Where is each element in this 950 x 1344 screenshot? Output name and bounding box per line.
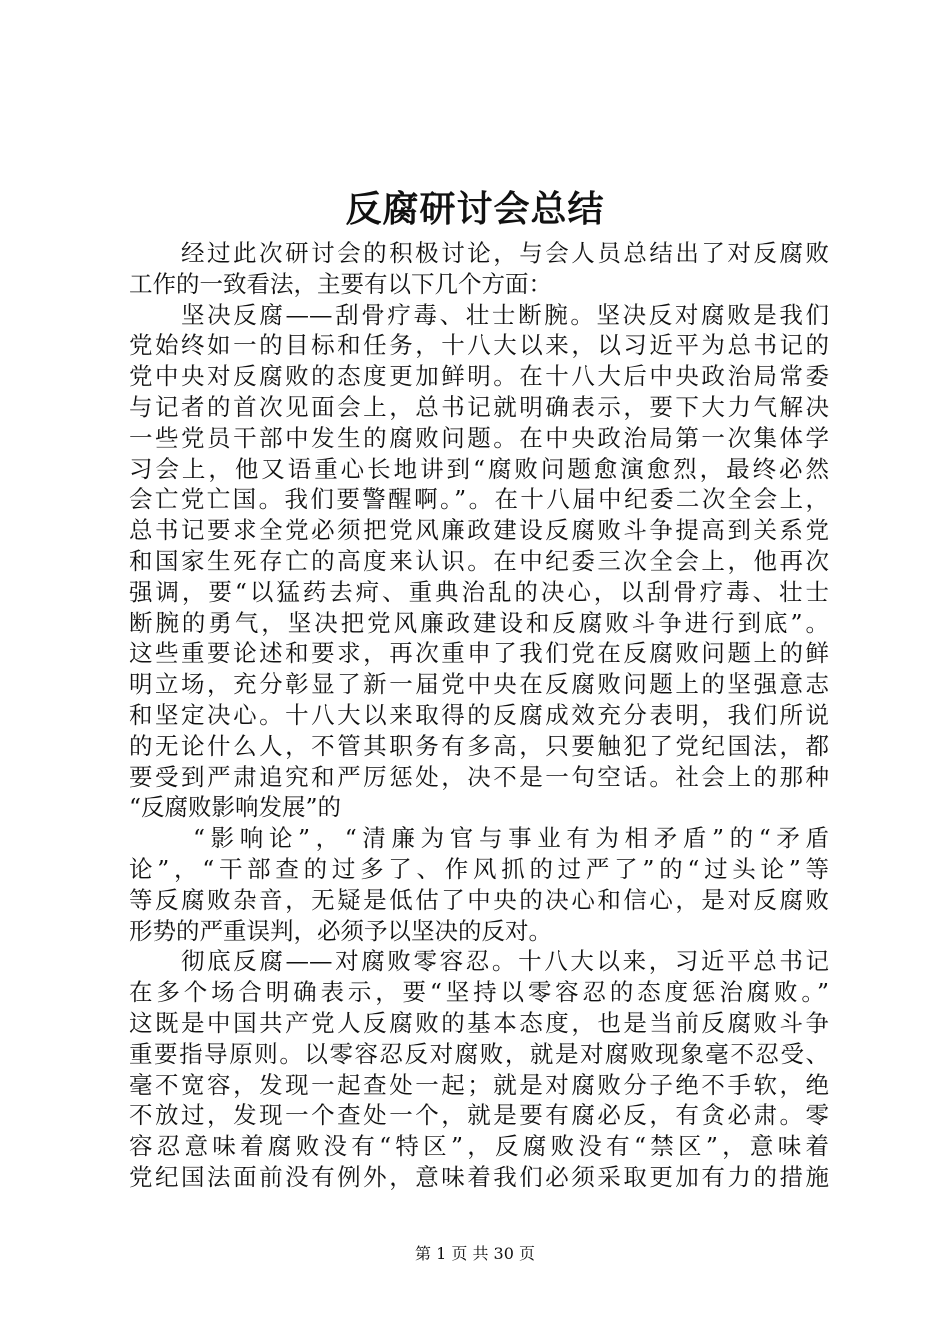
body-line: 会亡党亡国。我们要警醒啊。”。在十八届中纪委二次全会上， — [129, 485, 829, 514]
body-line: 要受到严肃追究和严厉惩处，决不是一句空话。社会上的那种 — [129, 762, 829, 791]
document-title: 反腐研讨会总结 — [345, 188, 605, 230]
body-line: “反腐败影响发展”的 — [129, 793, 342, 822]
body-line: 和国家生死存亡的高度来认识。在中纪委三次全会上，他再次 — [129, 546, 829, 575]
body-line: 彻底反腐——对腐败零容忍。十八大以来，习近平总书记 — [181, 947, 829, 976]
body-line: 断腕的勇气，坚决把党风廉政建设和反腐败斗争进行到底”。 — [129, 608, 829, 637]
body-line: 等反腐败杂音，无疑是低估了中央的决心和信心，是对反腐败 — [129, 885, 829, 914]
body-line: 形势的严重误判，必须予以坚决的反对。 — [129, 916, 552, 945]
body-line: 不放过，发现一个查处一个，就是要有腐必反，有贪必肃。零 — [129, 1101, 829, 1130]
body-line: 重要指导原则。以零容忍反对腐败，就是对腐败现象毫不忍受、 — [129, 1039, 829, 1068]
body-line: 坚决反腐——刮骨疗毒、壮士断腕。坚决反对腐败是我们 — [181, 300, 829, 329]
body-line: 这既是中国共产党人反腐败的基本态度，也是当前反腐败斗争 — [129, 1008, 829, 1037]
body-line: 强调，要“以猛药去疴、重典治乱的决心，以刮骨疗毒、壮士 — [129, 577, 829, 606]
body-line: 明立场，充分彰显了新一届党中央在反腐败问题上的坚强意志 — [129, 670, 829, 699]
body-line: 的无论什么人，不管其职务有多高，只要触犯了党纪国法，都 — [129, 731, 829, 760]
body-line: 党纪国法面前没有例外，意味着我们必须采取更加有力的措施 — [129, 1162, 829, 1191]
body-line: 在多个场合明确表示，要“坚持以零容忍的态度惩治腐败。” — [129, 978, 829, 1007]
body-line: 工作的一致看法，主要有以下几个方面： — [129, 269, 552, 298]
body-line: 和坚定决心。十八大以来取得的反腐成效充分表明，我们所说 — [129, 700, 829, 729]
body-line: 习会上，他又语重心长地讲到“腐败问题愈演愈烈，最终必然 — [129, 454, 829, 483]
body-line: 党始终如一的目标和任务，十八大以来，以习近平为总书记的 — [129, 331, 829, 360]
body-line: “影响论”，“清廉为官与事业有为相矛盾”的“矛盾 — [193, 824, 829, 853]
body-line: 党中央对反腐败的态度更加鲜明。在十八大后中央政治局常委 — [129, 362, 829, 391]
body-line: 论”，“干部查的过多了、作风抓的过严了”的“过头论”等 — [129, 854, 829, 883]
document-body — [129, 238, 829, 1193]
body-line: 经过此次研讨会的积极讨论，与会人员总结出了对反腐败 — [181, 239, 829, 267]
body-line: 一些党员干部中发生的腐败问题。在中央政治局第一次集体学 — [129, 423, 829, 452]
body-line: 这些重要论述和要求，再次重申了我们党在反腐败问题上的鲜 — [129, 639, 829, 668]
body-line: 与记者的首次见面会上，总书记就明确表示，要下大力气解决 — [129, 392, 829, 421]
body-line: 毫不宽容，发现一起查处一起；就是对腐败分子绝不手软，绝 — [129, 1070, 829, 1099]
body-line: 总书记要求全党必须把党风廉政建设反腐败斗争提高到关系党 — [129, 516, 829, 545]
page-footer: 第 1 页 共 30 页 — [415, 1244, 535, 1263]
body-line: 容忍意味着腐败没有“特区”，反腐败没有“禁区”，意味着 — [129, 1132, 829, 1161]
